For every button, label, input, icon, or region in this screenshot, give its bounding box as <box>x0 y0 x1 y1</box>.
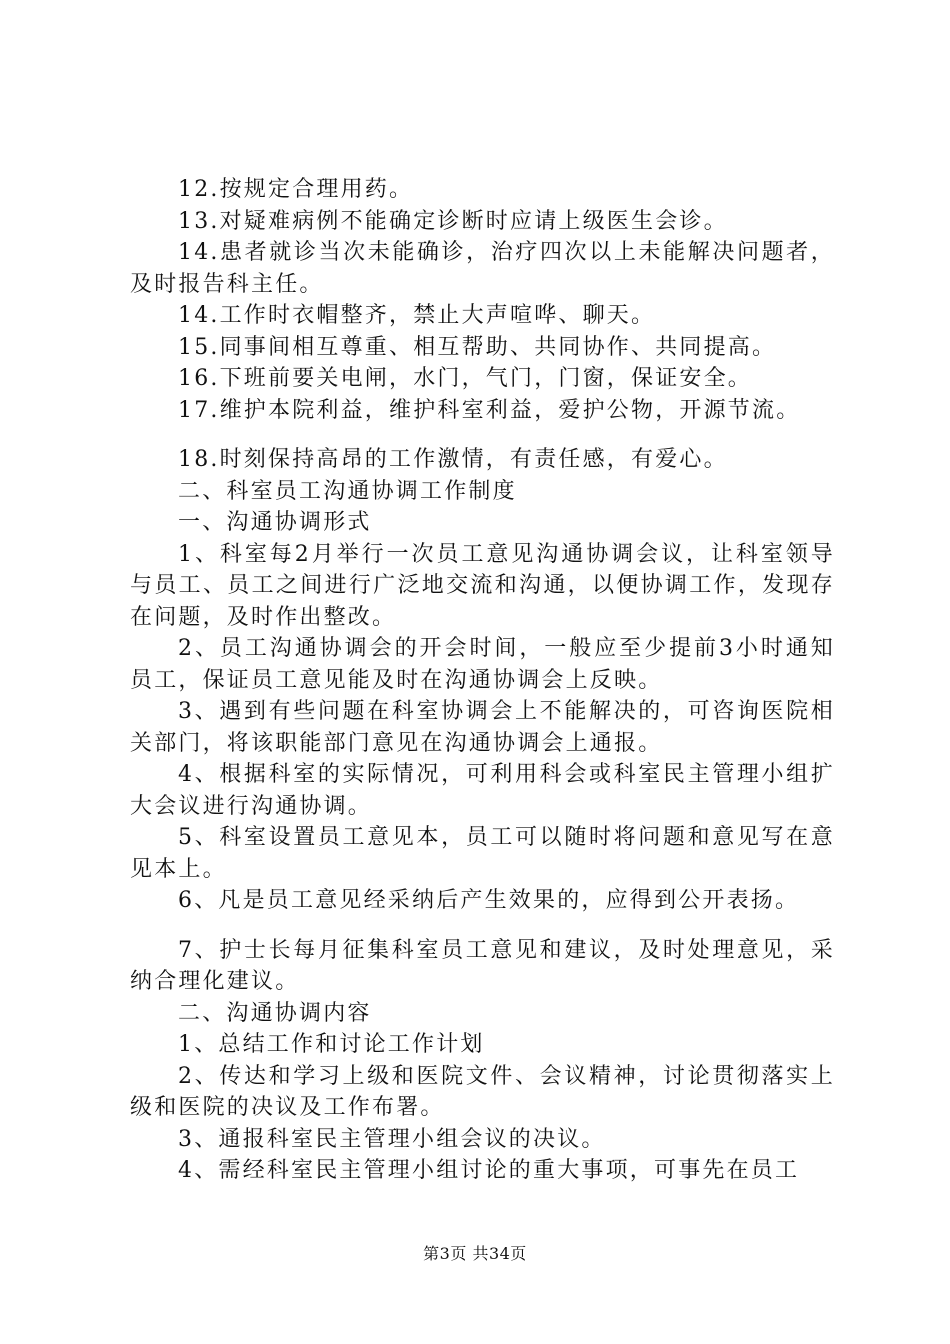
paragraph-rule-14a: 14.患者就诊当次未能确诊，治疗四次以上未能解决问题者，及时报告科主任。 <box>130 240 835 297</box>
paragraph-form-3: 3、遇到有些问题在科室协调会上不能解决的，可咨询医院相关部门，将该职能部门意见在沟通协调会上通报。 <box>130 699 835 756</box>
paragraph-form-5: 5、科室设置员工意见本，员工可以随时将问题和意见写在意见本上。 <box>130 825 835 882</box>
subheading-communication-content: 二、沟通协调内容 <box>178 1000 372 1026</box>
paragraph-form-6: 6、凡是员工意见经采纳后产生效果的，应得到公开表扬。 <box>178 888 800 913</box>
paragraph-rule-18: 18.时刻保持高昂的工作激情，有责任感，有爱心。 <box>178 447 728 472</box>
subheading-communication-forms: 一、沟通协调形式 <box>178 510 372 535</box>
paragraph-rule-16: 16.下班前要关电闸，水门，气门，门窗，保证安全。 <box>178 366 752 391</box>
paragraph-form-1: 1、科室每2月举行一次员工意见沟通协调会议，让科室领导与员工、员工之间进行广泛地交流和沟通，以便协调工作，发现存在问题，及时作出整改。 <box>130 541 835 630</box>
paragraph-rule-17: 17.维护本院利益，维护科室利益，爱护公物，开源节流。 <box>178 397 801 423</box>
paragraph-content-3: 3、通报科室民主管理小组会议的决议。 <box>178 1126 606 1152</box>
document-body <box>130 174 835 1187</box>
paragraph-rule-15: 15.同事间相互尊重、相互帮助、共同协作、共同提高。 <box>178 334 777 360</box>
paragraph-form-4: 4、根据科室的实际情况，可利用科会或科室民主管理小组扩大会议进行沟通协调。 <box>130 762 835 819</box>
paragraph-content-2: 2、传达和学习上级和医院文件、会议精神，讨论贯彻落实上级和医院的决议及工作布署。 <box>130 1063 835 1120</box>
paragraph-rule-14b: 14.工作时衣帽整齐，禁止大声喧哗、聊天。 <box>178 303 656 328</box>
paragraph-content-4: 4、需经科室民主管理小组讨论的重大事项，可事先在员工 <box>178 1158 800 1183</box>
paragraph-rule-12: 12.按规定合理用药。 <box>178 177 414 202</box>
paragraph-content-1: 1、总结工作和讨论工作计划 <box>178 1032 485 1057</box>
page-number-footer: 第3页 共34页 <box>423 1244 527 1263</box>
paragraph-form-7: 7、护士长每月征集科室员工意见和建议，及时处理意见，采纳合理化建议。 <box>130 937 835 994</box>
section-heading-communication-system: 二、科室员工沟通协调工作制度 <box>178 478 517 504</box>
paragraph-form-2: 2、员工沟通协调会的开会时间，一般应至少提前3小时通知员工，保证员工意见能及时在沟通协调会上反映。 <box>130 636 835 693</box>
paragraph-rule-13: 13.对疑难病例不能确定诊断时应请上级医生会诊。 <box>178 208 728 234</box>
